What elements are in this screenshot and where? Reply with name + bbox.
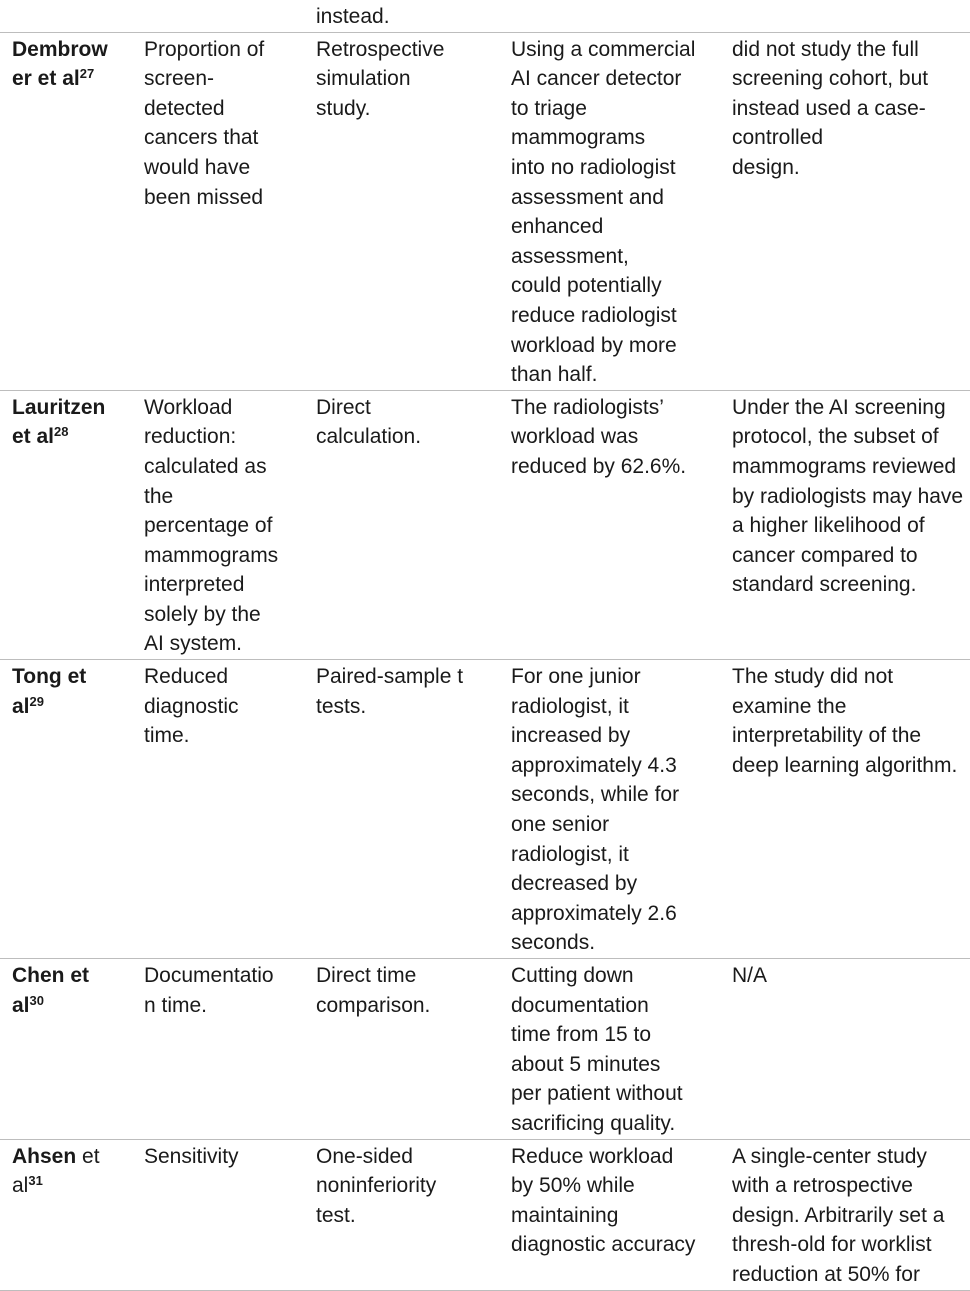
- study-author: Dembrow er et al: [12, 37, 108, 91]
- limitation-cell: Under the AI screening protocol, the subset of mammograms reviewed by radiologists may have a higher likelihood of cancer compared to standard screening.: [721, 390, 970, 659]
- study-cell: [0, 1139, 132, 1290]
- method-cell: Direct time comparison.: [305, 959, 500, 1140]
- finding-cell: Cutting down documentation time from 15 to about 5 minutes per patient without sacrificing quality.: [500, 959, 721, 1140]
- method-cell: Retrospective simulation study.: [305, 32, 500, 390]
- table-row: [0, 390, 970, 659]
- method-cell: instead.: [316, 5, 390, 28]
- study-cell: [0, 0, 132, 32]
- reference-number: 31: [28, 1173, 43, 1189]
- finding-cell: The radiologists’ workload was reduced by 62.6%.: [500, 390, 721, 659]
- finding-cell: Using a commercial AI cancer detector to triage mammograms into no radiologist assessment and enhanced assessment, could potentially reduce radiologist workload by more than half.: [500, 32, 721, 390]
- limitation-cell: N/A: [721, 959, 970, 1140]
- metric-cell: Reduced diagnostic time.: [132, 660, 305, 959]
- reference-number: 27: [79, 66, 95, 82]
- table-row: [0, 0, 970, 32]
- method-cell: Paired-sample t tests.: [305, 660, 500, 959]
- study-cell: [0, 390, 132, 659]
- metric-cell: Documentatio n time.: [132, 959, 305, 1140]
- study-author: Lauritzen et al: [12, 395, 106, 449]
- limitation-cell: [721, 0, 970, 32]
- study-author: Tong et al: [12, 665, 87, 718]
- reference-number: 30: [29, 992, 44, 1008]
- finding-cell: For one junior radiologist, it increased by approximately 4.3 seconds, while for one senior radiologist, it decreased by approximately 2.6 seconds.: [500, 660, 721, 959]
- study-author-rest: et al: [12, 1144, 100, 1198]
- reference-number: 28: [54, 424, 69, 440]
- table-row: [0, 32, 970, 390]
- limitation-cell: did not study the full screening cohort, but instead used a case- controlled design.: [721, 32, 970, 390]
- study-cell: [0, 660, 132, 959]
- limitation-cell: A single-center study with a retrospective design. Arbitrarily set a thresh-old for worklist reduction at 50% for: [721, 1139, 970, 1290]
- finding-cell: [500, 0, 721, 32]
- study-author: Ahsen: [12, 1144, 77, 1168]
- reference-number: 29: [29, 693, 44, 709]
- study-author: Chen et al: [12, 964, 90, 1017]
- table-row: [0, 660, 970, 959]
- metric-cell: Sensitivity: [132, 1139, 305, 1290]
- metric-cell: [132, 0, 305, 32]
- metric-cell: Proportion of screen- detected cancers that would have been missed: [132, 32, 305, 390]
- finding-cell: Reduce workload by 50% while maintaining diagnostic accuracy: [500, 1139, 721, 1290]
- metric-cell: Workload reduction: calculated as the percentage of mammograms interpreted solely by the AI system.: [132, 390, 305, 659]
- study-cell: [0, 959, 132, 1140]
- limitation-cell: The study did not examine the interpretability of the deep learning algorithm.: [721, 660, 970, 959]
- method-cell: One-sided noninferiority test.: [305, 1139, 500, 1290]
- method-cell: Direct calculation.: [305, 390, 500, 659]
- table-row: [0, 1139, 970, 1290]
- study-cell: [0, 32, 132, 390]
- table-row: [0, 959, 970, 1140]
